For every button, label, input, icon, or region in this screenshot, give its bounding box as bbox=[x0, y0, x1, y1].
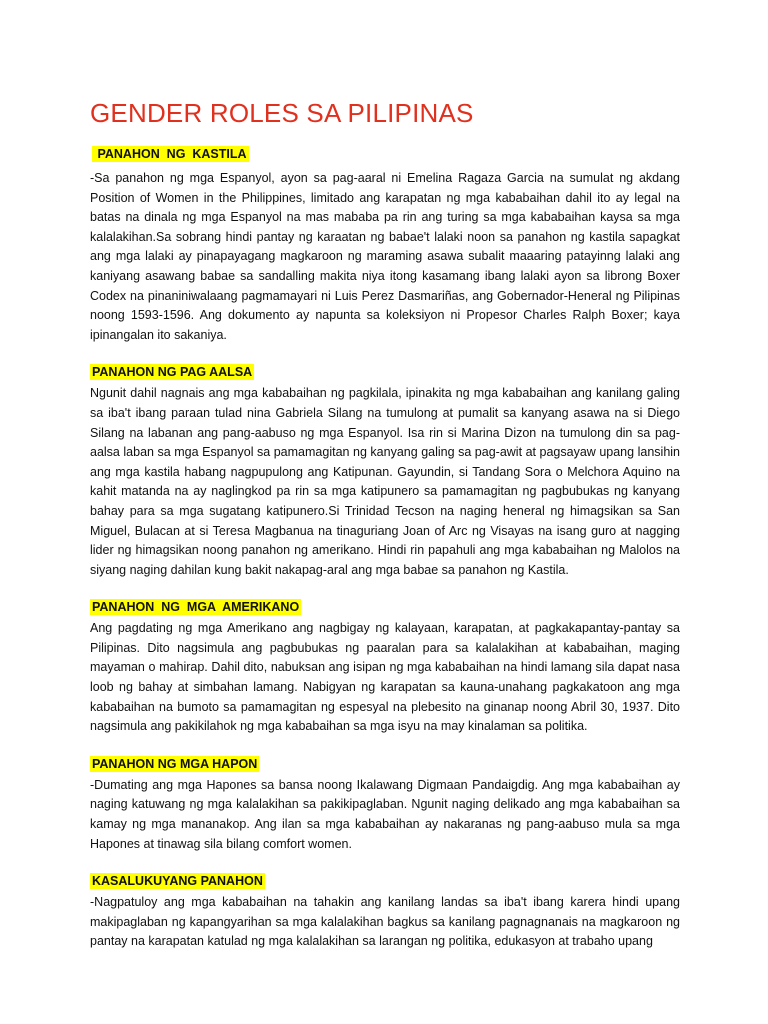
section-heading: PANAHON NG KASTILA bbox=[94, 147, 247, 161]
section-panahon-ng-kastila bbox=[90, 145, 680, 345]
section-body: Ang pagdating ng mga Amerikano ang nagbigay ng kalayaan, karapatan, at pagkakapantay-pantay sa Pilipinas. Dito nagsimula ang pagbubukas ng paaralan para sa kalalakihan at kababaihan, maging mayaman o mahirap. Dahil dito, nabuksan ang isipan ng mga kababaihan na hindi lamang sila dapat nasa loob ng bahay at simbahan lamang. Nabigyan ng karapatan sa kauna-unahang pagkakatoon ang mga kababaihan na bumoto sa pamamagitan ng espesyal na plebesito na ginanap noong Abril 30, 1937. Dito nagsimula ang pakikilahok ng mga kababaihan sa mga isyu na may kinalaman sa politika. bbox=[90, 621, 680, 734]
section-body: -Nagpatuloy ang mga kababaihan na tahakin ang kanilang landas sa iba't ibang karera hindi upang makipaglaban ng kapangyarihan sa mga kalalakihan bagkus sa kanilang pagnagnanais na magkaroon ng pantay na karapatan katulad ng mga kalalakihan sa larangan ng politika, edukasyon at trabaho upang bbox=[90, 895, 680, 949]
section-heading: KASALUKUYANG PANAHON bbox=[92, 874, 263, 889]
section-heading: PANAHON NG MGA HAPON bbox=[92, 756, 258, 771]
document-page bbox=[90, 98, 680, 970]
section-panahon-ng-pag-aalsa bbox=[90, 363, 680, 580]
section-panahon-ng-mga-amerikano bbox=[90, 598, 680, 737]
section-body: Ngunit dahil nagnais ang mga kababaihan ng pagkilala, ipinakita ng mga kababaihan ang kanilang galing sa iba't ibang paraan tulad nina Gabriela Silang na tumulong at pumalit sa kanyang asawa na si Diego Silang na labanan ang pang-aabuso ng mga Espanyol. Isa rin si Marina Dizon na tumulong din sa pag-aalsa laban sa mga Espanyol sa pamamagitan ng kanyang galing sa pag-awit at pagsayaw upang lansihin ang mga kastila habang nagpupulong ang Katipunan. Gayundin, si Tandang Sora o Melchora Aquino na kahit matanda na ay naglingkod pa rin sa mga katipunero sa pamamagitan ng pagbubukas ng kanyang bahay para sa mga sugatang katipunero.Si Trinidad Tecson na naging heneral ng himagsikan sa San Miguel, Bulacan at si Teresa Magbanua na tinaguriang Joan of Arc ng Visayas na isang guro at nagging lider ng himagsikan noong panahon ng amerikano. Hindi rin papahuli ang mga kababaihan ng Malolos na siyang naging dahilan kung bakit nakapag-aral ang mga babae sa panahon ng Kastila. bbox=[90, 386, 680, 577]
section-heading: PANAHON NG PAG AALSA bbox=[92, 365, 253, 380]
document-title: GENDER ROLES SA PILIPINAS bbox=[90, 98, 474, 128]
section-heading: PANAHON NG MGA AMERIKANO bbox=[92, 600, 300, 615]
section-body: -Sa panahon ng mga Espanyol, ayon sa pag-aaral ni Emelina Ragaza Garcia na sumulat ng akdang Position of Women in the Philippines, limitado ang karapatan ng mga kababaihan dahil ito ay legal na batas na dinala ng mga Espanyol na mas mababa pa rin ang turing sa mga kababaihan kaysa sa mga kalalakihan.Sa sobrang hindi pantay ng karaatan ng babae't lalaki noon sa panahon ng kastila sapagkat ang mga lalaki ay pinapayagang magkaroon ng maraming asawa subalit maaaring patayinng lalaki ang kaniyang asawang babae sa sandalling makita niya itong kasamang ibang lalaki ayon sa librong Boxer Codex na pinaniniwalaang pagmamayari ni Luis Perez Dasmariñas, ang Gobernador-Heneral ng Pilipinas noong 1593-1596. Ang dokumento ay napunta sa koleksiyon ni Propesor Charles Ralph Boxer; kaya ipinangalan ito sakaniya. bbox=[90, 171, 680, 342]
section-kasalukuyang-panahon bbox=[90, 872, 680, 952]
section-panahon-ng-mga-hapon bbox=[90, 755, 680, 854]
section-body: -Dumating ang mga Hapones sa bansa noong Ikalawang Digmaan Pandaigdig. Ang mga kababaihan ay naging katuwang ng mga kalalakihan sa pakikipaglaban. Ngunit naging delikado ang mga kababaihan sa kamay ng mga mananakop. Ang ilan sa mga kababaihan ay nakaranas ng pang-aabuso mula sa mga Hapones at tinawag sila bilang comfort women. bbox=[90, 777, 680, 851]
